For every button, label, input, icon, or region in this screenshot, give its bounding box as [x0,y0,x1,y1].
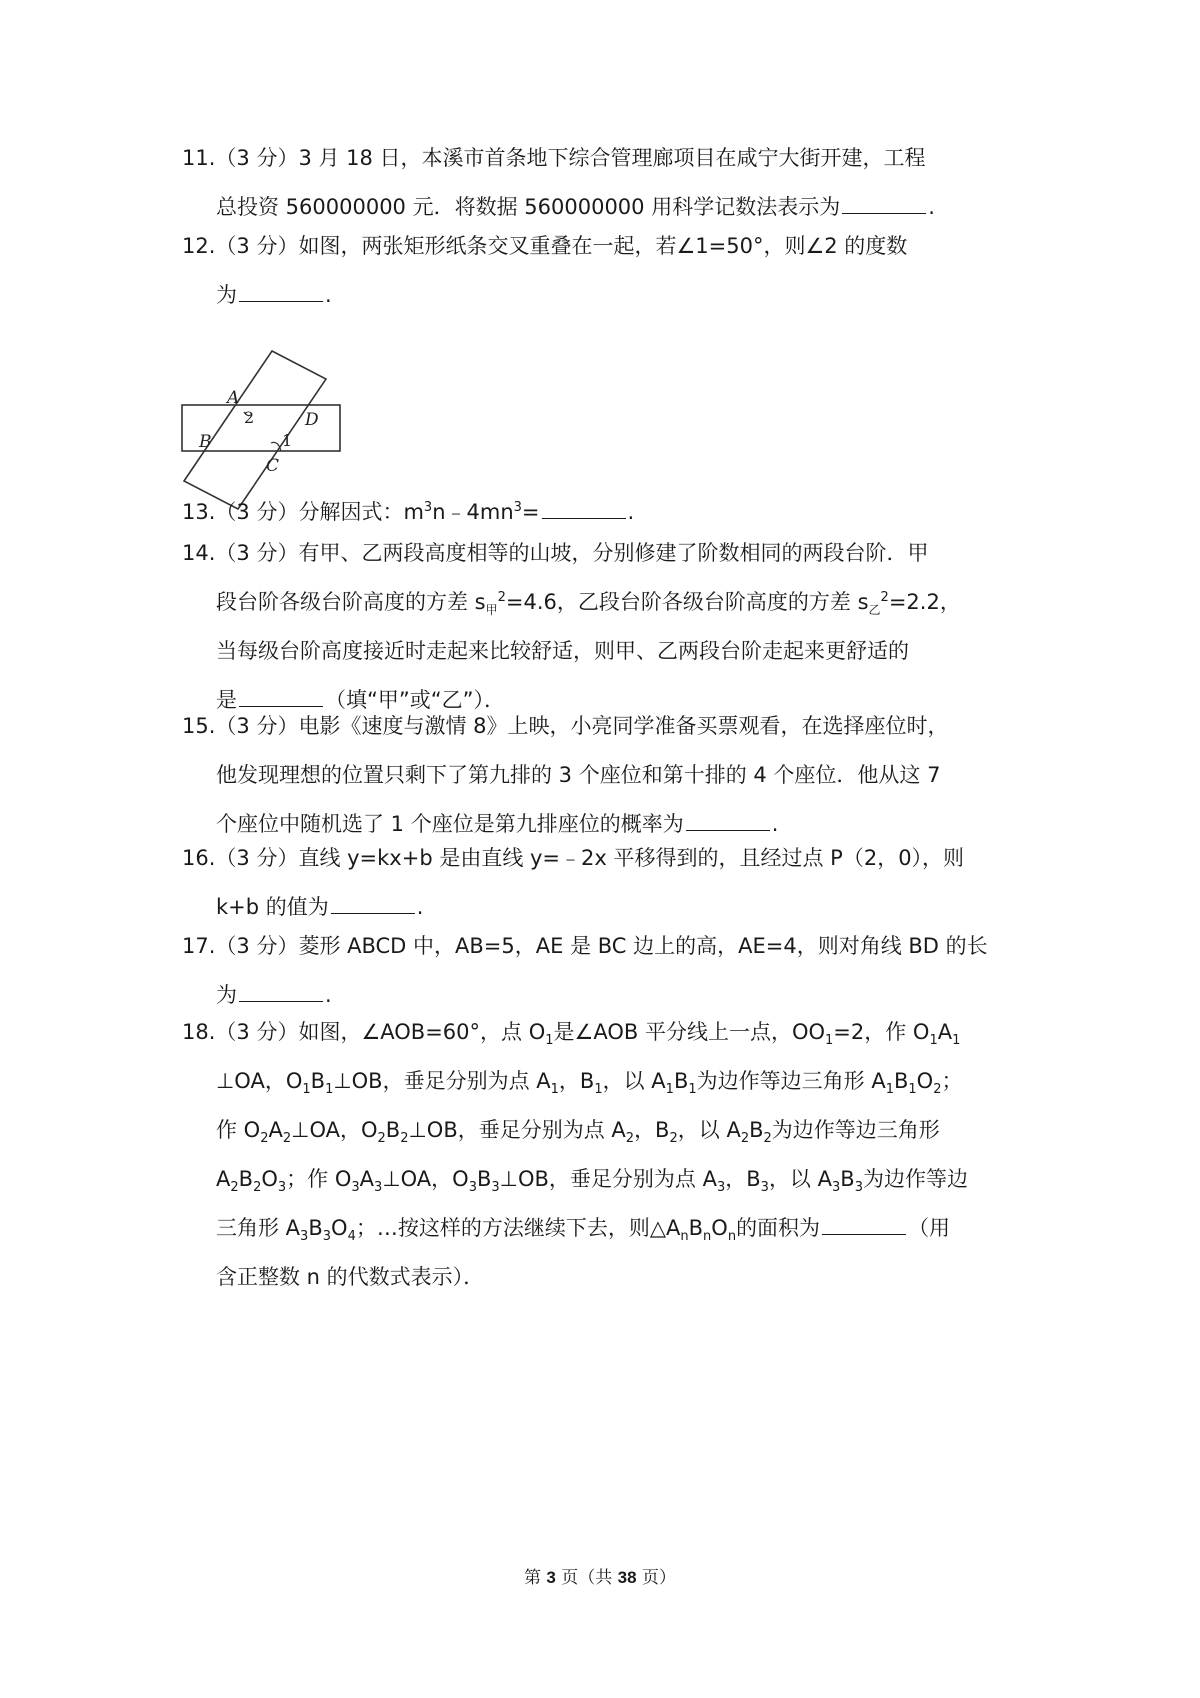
label-2: 2 [244,408,255,427]
q12-line-1: 12.（3 分）如图，两张矩形纸条交叉重叠在一起，若∠1=50°，则∠2 的度数 [182,234,908,258]
q12-figure [180,350,350,510]
answer-blank[interactable] [239,283,323,302]
question-11 [182,134,1027,232]
q16-line-1: 16.（3 分）直线 y=kx+b 是由直线 y=﹣2x 平移得到的，且经过点 P（2，0），则 [182,846,965,870]
q15-line-2: 他发现理想的位置只剩下了第九排的 3 个座位和第十排的 4 个座位．他从这 7 [216,763,941,787]
question-16 [182,834,1027,932]
q13-number: 13. [182,500,216,524]
q15-number: 15. [182,714,216,738]
q17-line-1: 17.（3 分）菱形 ABCD 中，AB=5，AE 是 BC 边上的高，AE=4，则对角线 BD 的长 [182,934,988,958]
q15-line-1: 15.（3 分）电影《速度与激情 8》上映，小亮同学准备买票观看，在选择座位时， [182,714,949,738]
label-b: B [199,432,212,452]
q17-number: 17. [182,934,216,958]
label-a: A [227,388,240,408]
q13-line-1: 13.（3 分）分解因式：$m^3n﹣4mn^3=$ . [182,500,635,524]
q18-line-3: 作 $O_2A_2\perp OA$，$O_2B_2\perp OB$，垂足分别为点 $A_2$，$B_2$，以 $A_2B_2$为边作等边三角形 [216,1118,940,1147]
q14-line-3: 当每级台阶高度接近时走起来比较舒适，则甲、乙两段台阶走起来更舒适的 [216,639,909,663]
answer-blank[interactable] [822,1216,906,1235]
page-number: 3 [546,1568,556,1587]
q16-line-2: k+b 的值为 . [216,895,424,919]
q12-line-2: 为 . [216,283,332,307]
page-footer: 第 3 页（共 38 页） [523,1568,676,1588]
question-17 [182,922,1027,1020]
q14-number: 14. [182,541,216,565]
q18-line-2: ⊥OA，$O_1B_1\perp OB$，垂足分别为点 $A_1$，$B_1$，以 $A_1B_1$为边作等边三角形 $A_1B_1O_2$； [216,1069,963,1098]
label-d: D [305,410,319,430]
q18-line-4: $A_2B_2O_3$；作 $O_3A_3\perp OA$，$O_3B_3\perp OB$，垂足分别为点 $A_3$，$B_3$，以 $A_3B_3$为边作等边 [216,1167,968,1196]
question-12 [182,222,1027,320]
angle-1-arc [271,442,281,451]
q17-line-2: 为 . [216,983,332,1007]
answer-blank[interactable] [239,983,323,1002]
answer-blank[interactable] [842,195,926,214]
question-14 [182,529,1027,725]
q11-number: 11. [182,146,216,170]
answer-blank[interactable] [542,500,626,519]
question-15 [182,702,1027,849]
answer-blank[interactable] [686,812,770,831]
q14-line-2: 段台阶各级台阶高度的方差 $s_甲^2=4.6$，乙段台阶各级台阶高度的方差 $s_乙^2=2.2$， [216,590,961,618]
q11-line-1: 11.（3 分）3 月 18 日，本溪市首条地下综合管理廊项目在咸宁大街开建，工程 [182,146,926,170]
q14-line-1: 14.（3 分）有甲、乙两段高度相等的山坡，分别修建了阶数相同的两段台阶．甲 [182,541,929,565]
answer-blank[interactable] [331,895,415,914]
q11-line-2: 总投资 560000000 元．将数据 560000000 用科学记数法表示为 . [216,195,935,219]
question-18 [182,1008,1027,1302]
q18-line-6: 含正整数 n 的代数式表示）． [216,1265,485,1289]
q14-line-4: 是 （填“甲”或“乙”）． [216,688,506,712]
q18-line-1: 18.（3 分）如图，∠AOB=60°，点 $O_1$是∠AOB 平分线上一点，$OO_1=2$，作 $O_1A_1$ [182,1020,961,1049]
q12-number: 12. [182,234,216,258]
slanted-strip [184,351,326,509]
q18-line-5: 三角形 $A_3B_3O_4$；…按这样的方法继续下去，则$\triangle A_nB_nO_n$的面积为 （用 [216,1216,951,1245]
q18-number: 18. [182,1020,216,1044]
page-total: 38 [617,1568,637,1587]
label-1: 1 [282,431,293,450]
q16-number: 16. [182,846,216,870]
label-c: C [266,456,280,476]
q15-line-3: 个座位中随机选了 1 个座位是第九排座位的概率为 . [216,812,779,836]
